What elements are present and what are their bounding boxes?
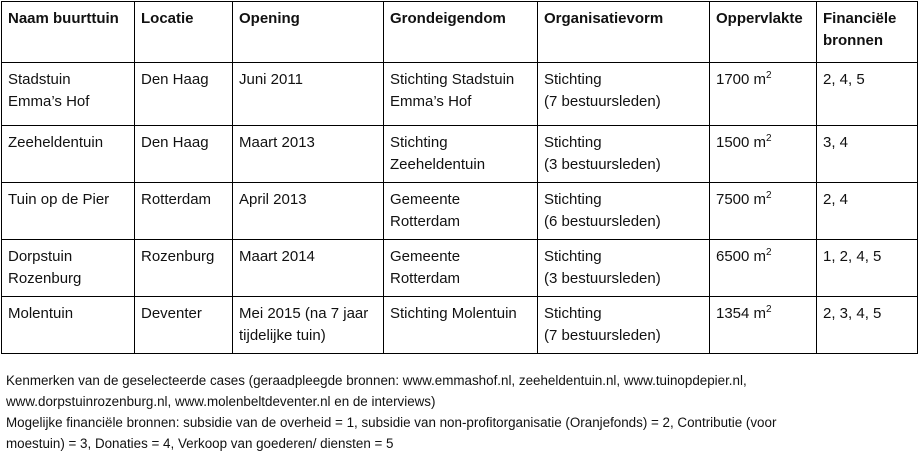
cell-grondeigendom: Stichting Zeeheldentuin	[384, 126, 538, 183]
cell-locatie: Den Haag	[135, 126, 233, 183]
cell-oppervlakte: 1500 $m^2$	[710, 126, 817, 183]
cell-organisatievorm: Stichting (3 bestuursleden)	[538, 240, 710, 297]
table-caption	[6, 370, 916, 454]
cell-organisatievorm: Stichting (3 bestuursleden)	[538, 126, 710, 183]
table-header-row	[2, 2, 918, 63]
cell-organisatievorm: Stichting (7 bestuursleden)	[538, 63, 710, 126]
cell-grondeigendom: Gemeente Rotterdam	[384, 240, 538, 297]
caption-line: www.dorpstuinrozenburg.nl, www.molenbeltdeventer.nl en de interviews)	[6, 394, 436, 409]
cell-financiele-bronnen: 2, 4	[817, 183, 918, 240]
header-financiele-bronnen: Financiële bronnen	[817, 2, 918, 63]
cell-locatie: Deventer	[135, 297, 233, 354]
table-row	[2, 297, 918, 354]
cell-grondeigendom: Gemeente Rotterdam	[384, 183, 538, 240]
cell-grondeigendom: Stichting Stadstuin Emma’s Hof	[384, 63, 538, 126]
cell-locatie: Rozenburg	[135, 240, 233, 297]
cell-naam: Tuin op de Pier	[2, 183, 135, 240]
cell-naam: Stadstuin Emma’s Hof	[2, 63, 135, 126]
cell-financiele-bronnen: 2, 4, 5	[817, 63, 918, 126]
header-locatie: Locatie	[135, 2, 233, 63]
cell-oppervlakte: 1354 $m^2$	[710, 297, 817, 354]
cell-naam: Molentuin	[2, 297, 135, 354]
cell-naam: Dorpstuin Rozenburg	[2, 240, 135, 297]
cell-oppervlakte: 6500 $m^2$	[710, 240, 817, 297]
cell-financiele-bronnen: 1, 2, 4, 5	[817, 240, 918, 297]
cell-oppervlakte: 1700 $m^2$	[710, 63, 817, 126]
table-body	[2, 63, 918, 354]
table-row	[2, 183, 918, 240]
cell-grondeigendom: Stichting Molentuin	[384, 297, 538, 354]
cell-locatie: Den Haag	[135, 63, 233, 126]
header-opening: Opening	[233, 2, 384, 63]
cell-organisatievorm: Stichting (6 bestuursleden)	[538, 183, 710, 240]
cell-organisatievorm: Stichting (7 bestuursleden)	[538, 297, 710, 354]
cell-opening: Maart 2014	[233, 240, 384, 297]
cell-locatie: Rotterdam	[135, 183, 233, 240]
cell-naam: Zeeheldentuin	[2, 126, 135, 183]
cell-opening: Juni 2011	[233, 63, 384, 126]
cases-table	[1, 1, 918, 354]
cell-financiele-bronnen: 2, 3, 4, 5	[817, 297, 918, 354]
caption-line: Kenmerken van de geselecteerde cases (geraadpleegde bronnen: www.emmashof.nl, zeeheldentuin.nl, www.tuinopdepier.nl,	[6, 373, 747, 388]
cell-opening: Mei 2015 (na 7 jaar tijdelijke tuin)	[233, 297, 384, 354]
caption-line: Mogelijke financiële bronnen: subsidie van de overheid = 1, subsidie van non-profitorganisatie (Oranjefonds) = 2, Contributie (voor	[6, 415, 777, 430]
table-row	[2, 126, 918, 183]
table-row	[2, 63, 918, 126]
cell-financiele-bronnen: 3, 4	[817, 126, 918, 183]
header-grondeigendom: Grondeigendom	[384, 2, 538, 63]
caption-line: moestuin) = 3, Donaties = 4, Verkoop van goederen/ diensten = 5	[6, 436, 394, 451]
cell-opening: Maart 2013	[233, 126, 384, 183]
header-oppervlakte: Oppervlakte	[710, 2, 817, 63]
table-row	[2, 240, 918, 297]
header-naam: Naam buurttuin	[2, 2, 135, 63]
cell-oppervlakte: 7500 $m^2$	[710, 183, 817, 240]
header-organisatievorm: Organisatievorm	[538, 2, 710, 63]
cell-opening: April 2013	[233, 183, 384, 240]
